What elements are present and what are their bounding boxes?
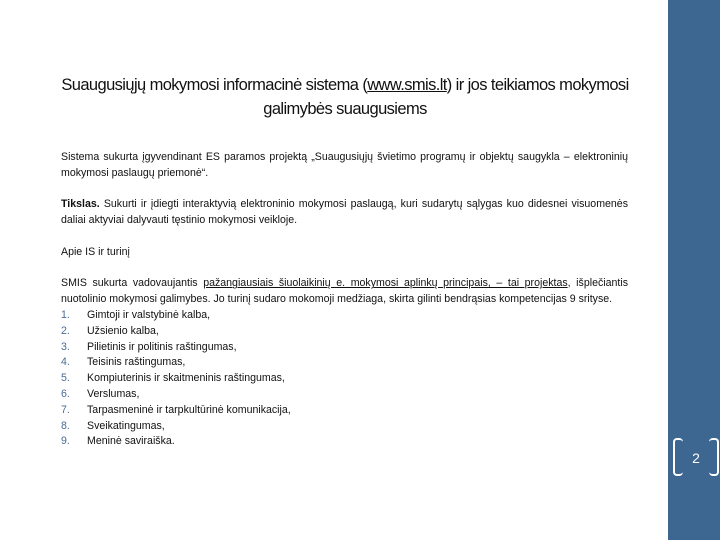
list-item-text: Sveikatingumas, [87, 419, 165, 432]
about-heading: Apie IS ir turinį [61, 245, 130, 258]
page-number-badge [673, 438, 719, 476]
slide-title [60, 73, 630, 121]
list-item-text: Kompiuterinis ir skaitmeninis raštingumas, [87, 372, 285, 385]
slide-body [61, 150, 628, 450]
list-item-text: Meninė saviraiška. [87, 435, 175, 448]
list-item-text: Verslumas, [87, 387, 140, 400]
list-item [61, 419, 628, 435]
goal-label: Tikslas. [61, 198, 100, 211]
smis-paragraph [61, 276, 628, 308]
competence-list [61, 308, 628, 450]
list-item-number: 2. [61, 324, 70, 337]
intro-paragraph: Sistema sukurta įgyvendinant ES paramos projektą „Suaugusiųjų švietimo programų ir objektų saugykla – elektroninių mokymosi paslaugų priemonė“. [61, 151, 628, 179]
page-number: 2 [692, 450, 700, 466]
list-item [61, 434, 628, 450]
list-item-number: 1. [61, 308, 70, 321]
list-item [61, 355, 628, 371]
list-item-text: Teisinis raštingumas, [87, 356, 186, 369]
list-item-number: 9. [61, 435, 70, 448]
list-item [61, 340, 628, 356]
list-item-text: Užsienio kalba, [87, 324, 159, 337]
smis-underlined-text: pažangiausiais šiuolaikinių e. mokymosi aplinkų principais, – tai projektas [203, 277, 568, 290]
title-text-end: ) ir jos teikiamos mokymosi galimybės suaugusiems [263, 76, 629, 118]
list-item-text: Gimtoji ir valstybinė kalba, [87, 308, 211, 321]
list-item-number: 8. [61, 419, 70, 432]
list-item-number: 5. [61, 372, 70, 385]
goal-text: Sukurti ir įdiegti interaktyvią elektroninio mokymosi paslaugą, kuri sudarytų sąlygas kuo didesnei visuomenės daliai aktyviai dalyvauti tęstinio mokymosi veikloje. [61, 198, 628, 227]
list-item [61, 324, 628, 340]
list-item [61, 403, 628, 419]
list-item-number: 7. [61, 403, 70, 416]
list-item-number: 3. [61, 340, 70, 353]
smis-website-link[interactable]: www.smis.lt [367, 76, 447, 94]
list-item-text: Pilietinis ir politinis raštingumas, [87, 340, 237, 353]
list-item-number: 6. [61, 387, 70, 400]
goal-paragraph [61, 197, 628, 229]
list-item-number: 4. [61, 356, 70, 369]
list-item [61, 308, 628, 324]
smis-text-start: SMIS sukurta vadovaujantis [61, 277, 204, 290]
title-text-start: Suaugusiųjų mokymosi informacinė sistema ( [61, 76, 368, 94]
list-item [61, 387, 628, 403]
list-item [61, 371, 628, 387]
list-item-text: Tarpasmeninė ir tarpkultūrinė komunikacija, [87, 403, 291, 416]
smis-text-end: , išplečiantis nuotolinio mokymosi galimybes. Jo turinį sudaro mokomoji medžiaga, skirta gilinti bendrąsias kompetencijas 9 srityse. [61, 277, 628, 306]
